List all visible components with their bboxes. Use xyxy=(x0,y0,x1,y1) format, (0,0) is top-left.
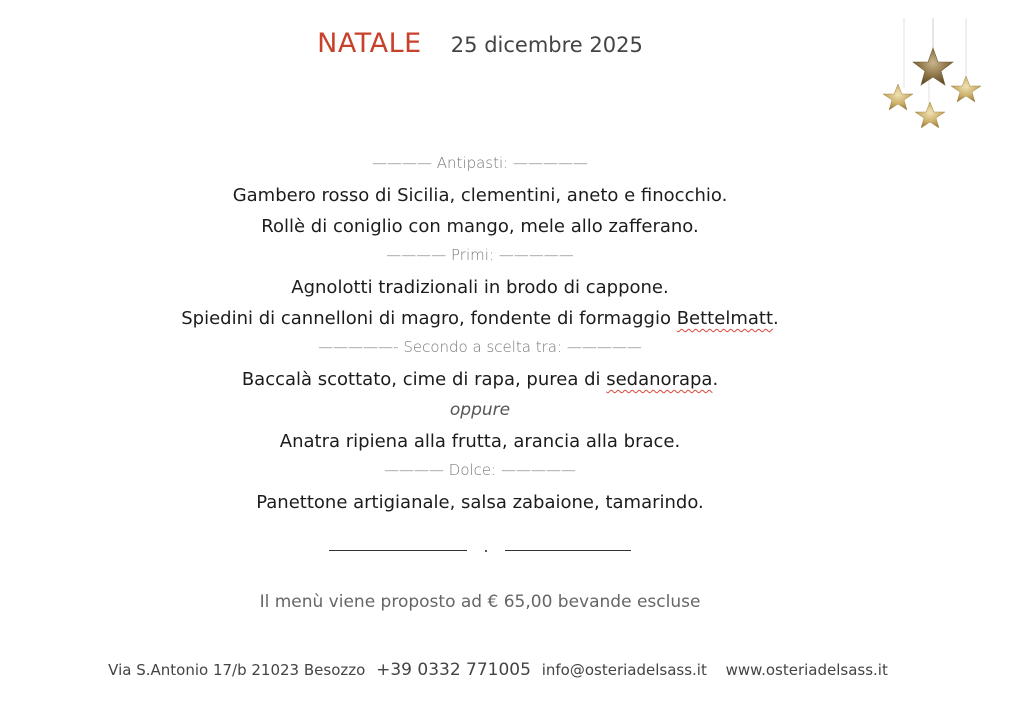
primi-dish xyxy=(0,303,960,334)
secondo-dish xyxy=(0,364,960,395)
dolce-heading: ———— Dolce: ————— xyxy=(384,461,576,479)
divider-line-left xyxy=(329,550,467,551)
star-large-icon xyxy=(913,48,953,85)
antipasti-dish: Gambero rosso di Sicilia, clementini, aneto e finocchio. xyxy=(232,185,728,206)
divider-dot xyxy=(485,550,487,552)
oppure-label: oppure xyxy=(449,400,511,420)
dish-text: Spiedini di cannelloni di magro, fondente di formaggio xyxy=(181,308,677,329)
hanging-stars-icon xyxy=(872,18,992,138)
spellcheck-word[interactable]: Bettelmatt xyxy=(676,308,773,329)
divider-line-right xyxy=(505,550,631,551)
star-left-icon xyxy=(883,84,913,110)
star-bottom-icon xyxy=(915,102,945,128)
dish-text-end: . xyxy=(712,369,719,390)
primi-dish: Agnolotti tradizionali in brodo di cappone. xyxy=(291,277,669,298)
phone-number[interactable]: +39 0332 771005 xyxy=(376,660,531,680)
address: Via S.Antonio 17/b 21023 Besozzo xyxy=(108,661,366,679)
event-date: 25 dicembre 2025 xyxy=(450,33,643,57)
page-title: NATALE xyxy=(317,28,422,59)
page-header xyxy=(0,28,960,59)
secondo-heading: —————- Secondo a scelta tra: ————— xyxy=(318,338,642,356)
primi-heading: ———— Primi: ————— xyxy=(386,246,574,264)
divider xyxy=(0,540,960,554)
footer-contacts xyxy=(0,660,996,680)
spellcheck-word[interactable]: sedanorapa xyxy=(606,369,713,390)
dish-text: Baccalà scottato, cime di rapa, purea di xyxy=(241,369,607,390)
antipasti-heading: ———— Antipasti: ————— xyxy=(372,154,588,172)
secondo-dish: Anatra ripiena alla frutta, arancia alla brace. xyxy=(279,431,681,452)
price-note: Il menù viene proposto ad € 65,00 bevande escluse xyxy=(259,592,701,612)
email-address[interactable]: info@osteriadelsass.it xyxy=(541,661,707,679)
dish-text-end: . xyxy=(773,308,779,329)
antipasti-dish: Rollè di coniglio con mango, mele allo zafferano. xyxy=(261,216,699,237)
dolce-dish: Panettone artigianale, salsa zabaione, tamarindo. xyxy=(256,492,704,513)
menu-body xyxy=(0,150,960,518)
website-link[interactable]: www.osteriadelsass.it xyxy=(725,661,888,679)
star-right-icon xyxy=(951,76,981,102)
